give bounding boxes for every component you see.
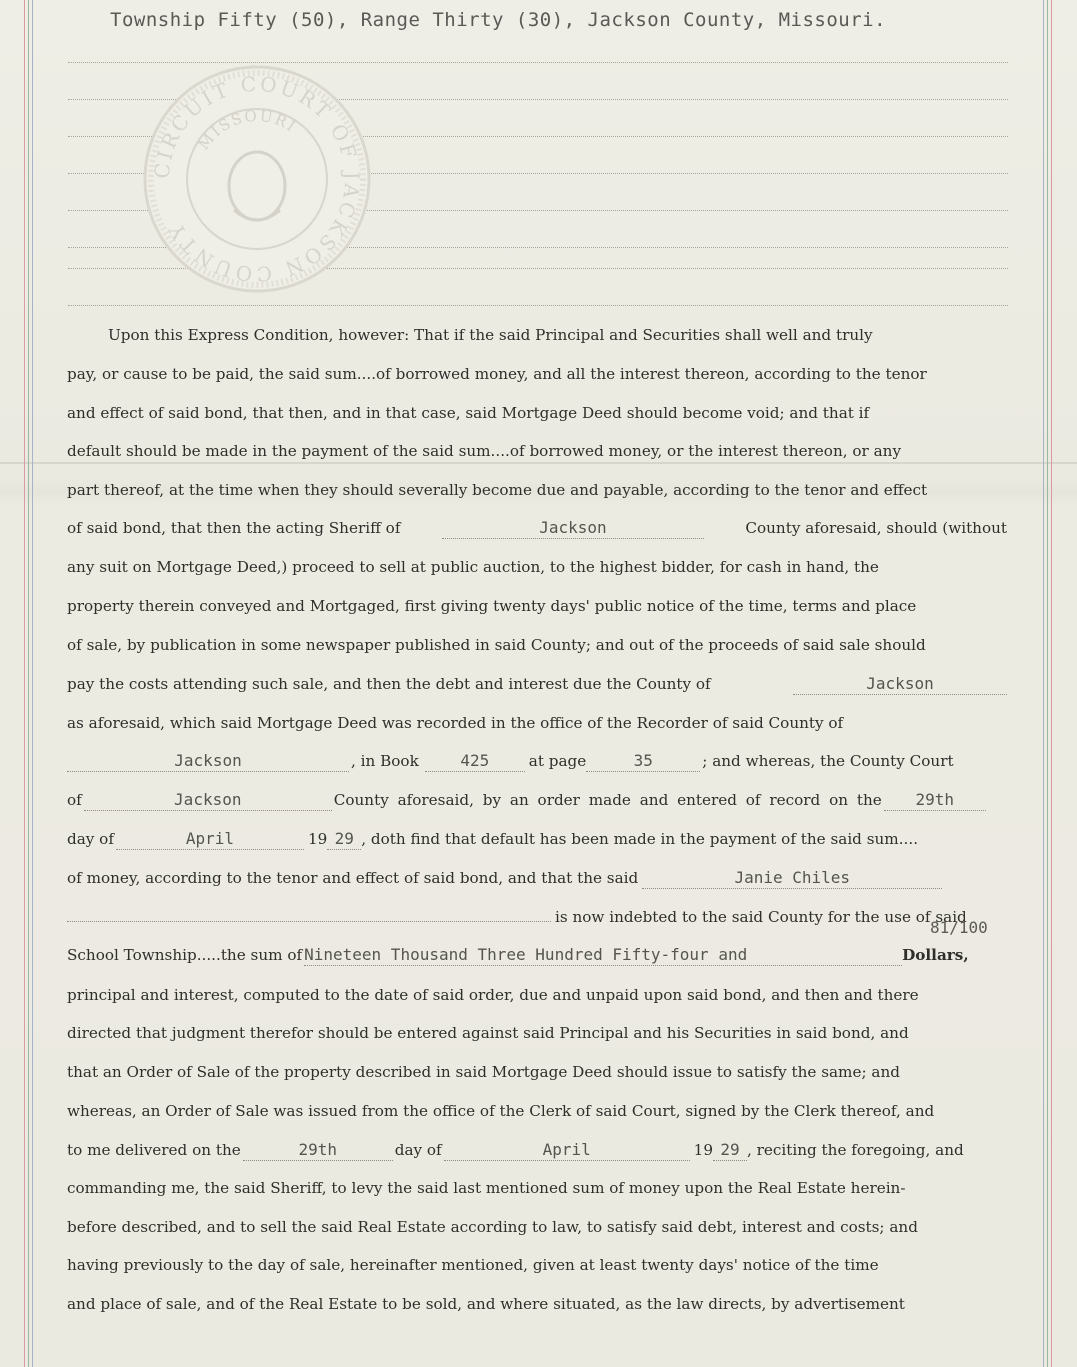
dollars-label: Dollars, xyxy=(902,946,969,964)
sheriff-line xyxy=(67,518,1007,539)
body-line xyxy=(67,325,1007,345)
pay-costs-line xyxy=(67,674,1007,695)
line-text: principal and interest, computed to the date of said order, due and unpaid upon said bond, and then and there xyxy=(67,986,919,1004)
indebted-text: is now indebted to the said County for the use of said xyxy=(555,908,967,926)
seal-inner-text: MISSOURI xyxy=(194,106,301,154)
day-of-label: day of xyxy=(67,830,114,848)
margin-line-left-blue xyxy=(32,0,33,1367)
line-text: default should be made in the payment of the said sum....of borrowed money, or the interest thereon, or any xyxy=(67,442,902,460)
body-line xyxy=(67,1101,1007,1121)
body-line xyxy=(67,1255,1007,1275)
body-line xyxy=(67,480,1007,500)
margin-line-left-green xyxy=(28,0,29,1367)
sheriff-county-field: Jackson xyxy=(442,518,704,539)
line-text: as aforesaid, which said Mortgage Deed was recorded in the office of the Recorder of said County of xyxy=(67,714,844,732)
pay-costs-county-field: Jackson xyxy=(793,674,1007,695)
of-label: of xyxy=(67,791,82,809)
delivered-pre-text: to me delivered on the xyxy=(67,1141,241,1159)
debtor-name-field: Janie Chiles xyxy=(642,868,942,889)
year-prefix: 19 xyxy=(307,830,328,848)
page-number-field: 35 xyxy=(586,751,700,772)
sheriff-pre-text: of said bond, that then the acting Sheriff of xyxy=(67,519,401,537)
delivered-line xyxy=(67,1140,1007,1161)
body-line xyxy=(67,985,1007,1005)
sum-words-field: Nineteen Thousand Three Hundred Fifty-four and xyxy=(304,945,902,966)
line-text: commanding me, the said Sheriff, to levy the said last mentioned sum of money upon the Real Estate herein- xyxy=(67,1179,906,1197)
whereas-text: ; and whereas, the County Court xyxy=(702,752,954,770)
body-line xyxy=(67,596,1007,616)
line-text: whereas, an Order of Sale was issued from the office of the Clerk of said Court, signed by the Clerk thereof, and xyxy=(67,1102,935,1120)
body-line xyxy=(67,635,1007,655)
book-number-field: 425 xyxy=(425,751,525,772)
margin-line-right-green xyxy=(1047,0,1048,1367)
order-month-field: April xyxy=(116,829,304,850)
paper-fold-crease xyxy=(0,462,1077,464)
body-line xyxy=(67,1294,1007,1314)
body-line xyxy=(67,713,1007,733)
line-text: and effect of said bond, that then, and in that case, said Mortgage Deed should become void; and that if xyxy=(67,404,870,422)
court-county-field: Jackson xyxy=(84,790,332,811)
body-line xyxy=(67,441,1007,461)
embossed-court-seal xyxy=(138,60,376,298)
body-line xyxy=(67,364,1007,384)
order-year-field: 29 xyxy=(327,829,361,850)
line-text: having previously to the day of sale, hereinafter mentioned, given at least twenty days' notice of the time xyxy=(67,1256,879,1274)
money-text: of money, according to the tenor and effect of said bond, and that the said xyxy=(67,869,639,887)
sum-line xyxy=(67,945,1007,966)
delivered-year-prefix: 19 xyxy=(693,1141,713,1159)
delivered-year-field: 29 xyxy=(713,1140,747,1161)
recorder-line xyxy=(67,751,1007,772)
line-text: that an Order of Sale of the property described in said Mortgage Deed should issue to satisfy the same; and xyxy=(67,1063,900,1081)
pay-costs-text: pay the costs attending such sale, and then the debt and interest due the County of xyxy=(67,675,711,693)
delivered-day-field: 29th xyxy=(243,1140,393,1161)
order-day-field: 29th xyxy=(884,790,986,811)
line-text: before described, and to sell the said Real Estate according to law, to satisfy said debt, interest and costs; and xyxy=(67,1218,918,1236)
delivered-month-field: April xyxy=(444,1140,690,1161)
line-text: any suit on Mortgage Deed,) proceed to sell at public auction, to the highest bidder, for cash in hand, the xyxy=(67,558,879,576)
line-text: property therein conveyed and Mortgaged, first giving twenty days' public notice of the time, terms and place xyxy=(67,597,917,615)
default-line xyxy=(67,829,1007,850)
school-township-label: School Township.....the sum of xyxy=(67,946,303,964)
order-text: County aforesaid, by an order made and entered of record on the xyxy=(333,791,882,809)
line-text: of sale, by publication in some newspaper published in said County; and out of the proceeds of said sale should xyxy=(67,636,926,654)
line-text: Upon this Express Condition, however: That if the said Principal and Securities shall well and truly xyxy=(108,326,873,344)
body-line xyxy=(67,1023,1007,1043)
court-order-line xyxy=(67,790,1007,811)
line-text: part thereof, at the time when they should severally become due and payable, according to the tenor and effect xyxy=(67,481,928,499)
in-book-label: , in Book xyxy=(351,752,419,770)
body-line xyxy=(67,1062,1007,1082)
seal-outer-text: CIRCUIT COURT OF JACKSON COUNTY xyxy=(149,71,365,287)
margin-line-left-red xyxy=(24,0,25,1367)
delivered-day-of-label: day of xyxy=(394,1141,442,1159)
debtor-line xyxy=(67,868,1007,889)
body-line xyxy=(67,1217,1007,1237)
margin-line-right-blue xyxy=(1043,0,1044,1367)
delivered-post-text: , reciting the foregoing, and xyxy=(747,1141,964,1159)
blank-fill-line xyxy=(67,909,551,922)
default-text: , doth find that default has been made in the payment of the said sum.... xyxy=(361,830,919,848)
indebted-line xyxy=(67,907,1007,927)
at-page-label: at page xyxy=(528,752,587,770)
line-text: pay, or cause to be paid, the said sum....of borrowed money, and all the interest thereon, according to the tenor xyxy=(67,365,927,383)
body-line xyxy=(67,403,1007,423)
margin-line-right-red xyxy=(1051,0,1052,1367)
sheriff-post-text: County aforesaid, should (without xyxy=(745,519,1007,537)
document-header: Township Fifty (50), Range Thirty (30), Jackson County, Missouri. xyxy=(110,9,887,31)
cents-typed: 81/100 xyxy=(930,918,988,937)
blank-rule xyxy=(68,305,1008,306)
line-text: and place of sale, and of the Real Estate to be sold, and where situated, as the law directs, by advertisement xyxy=(67,1295,905,1313)
line-text: directed that judgment therefor should be entered against said Principal and his Securities in said bond, and xyxy=(67,1024,909,1042)
body-line xyxy=(67,1178,1007,1198)
body-line xyxy=(67,557,1007,577)
recorder-county-field: Jackson xyxy=(67,751,349,772)
